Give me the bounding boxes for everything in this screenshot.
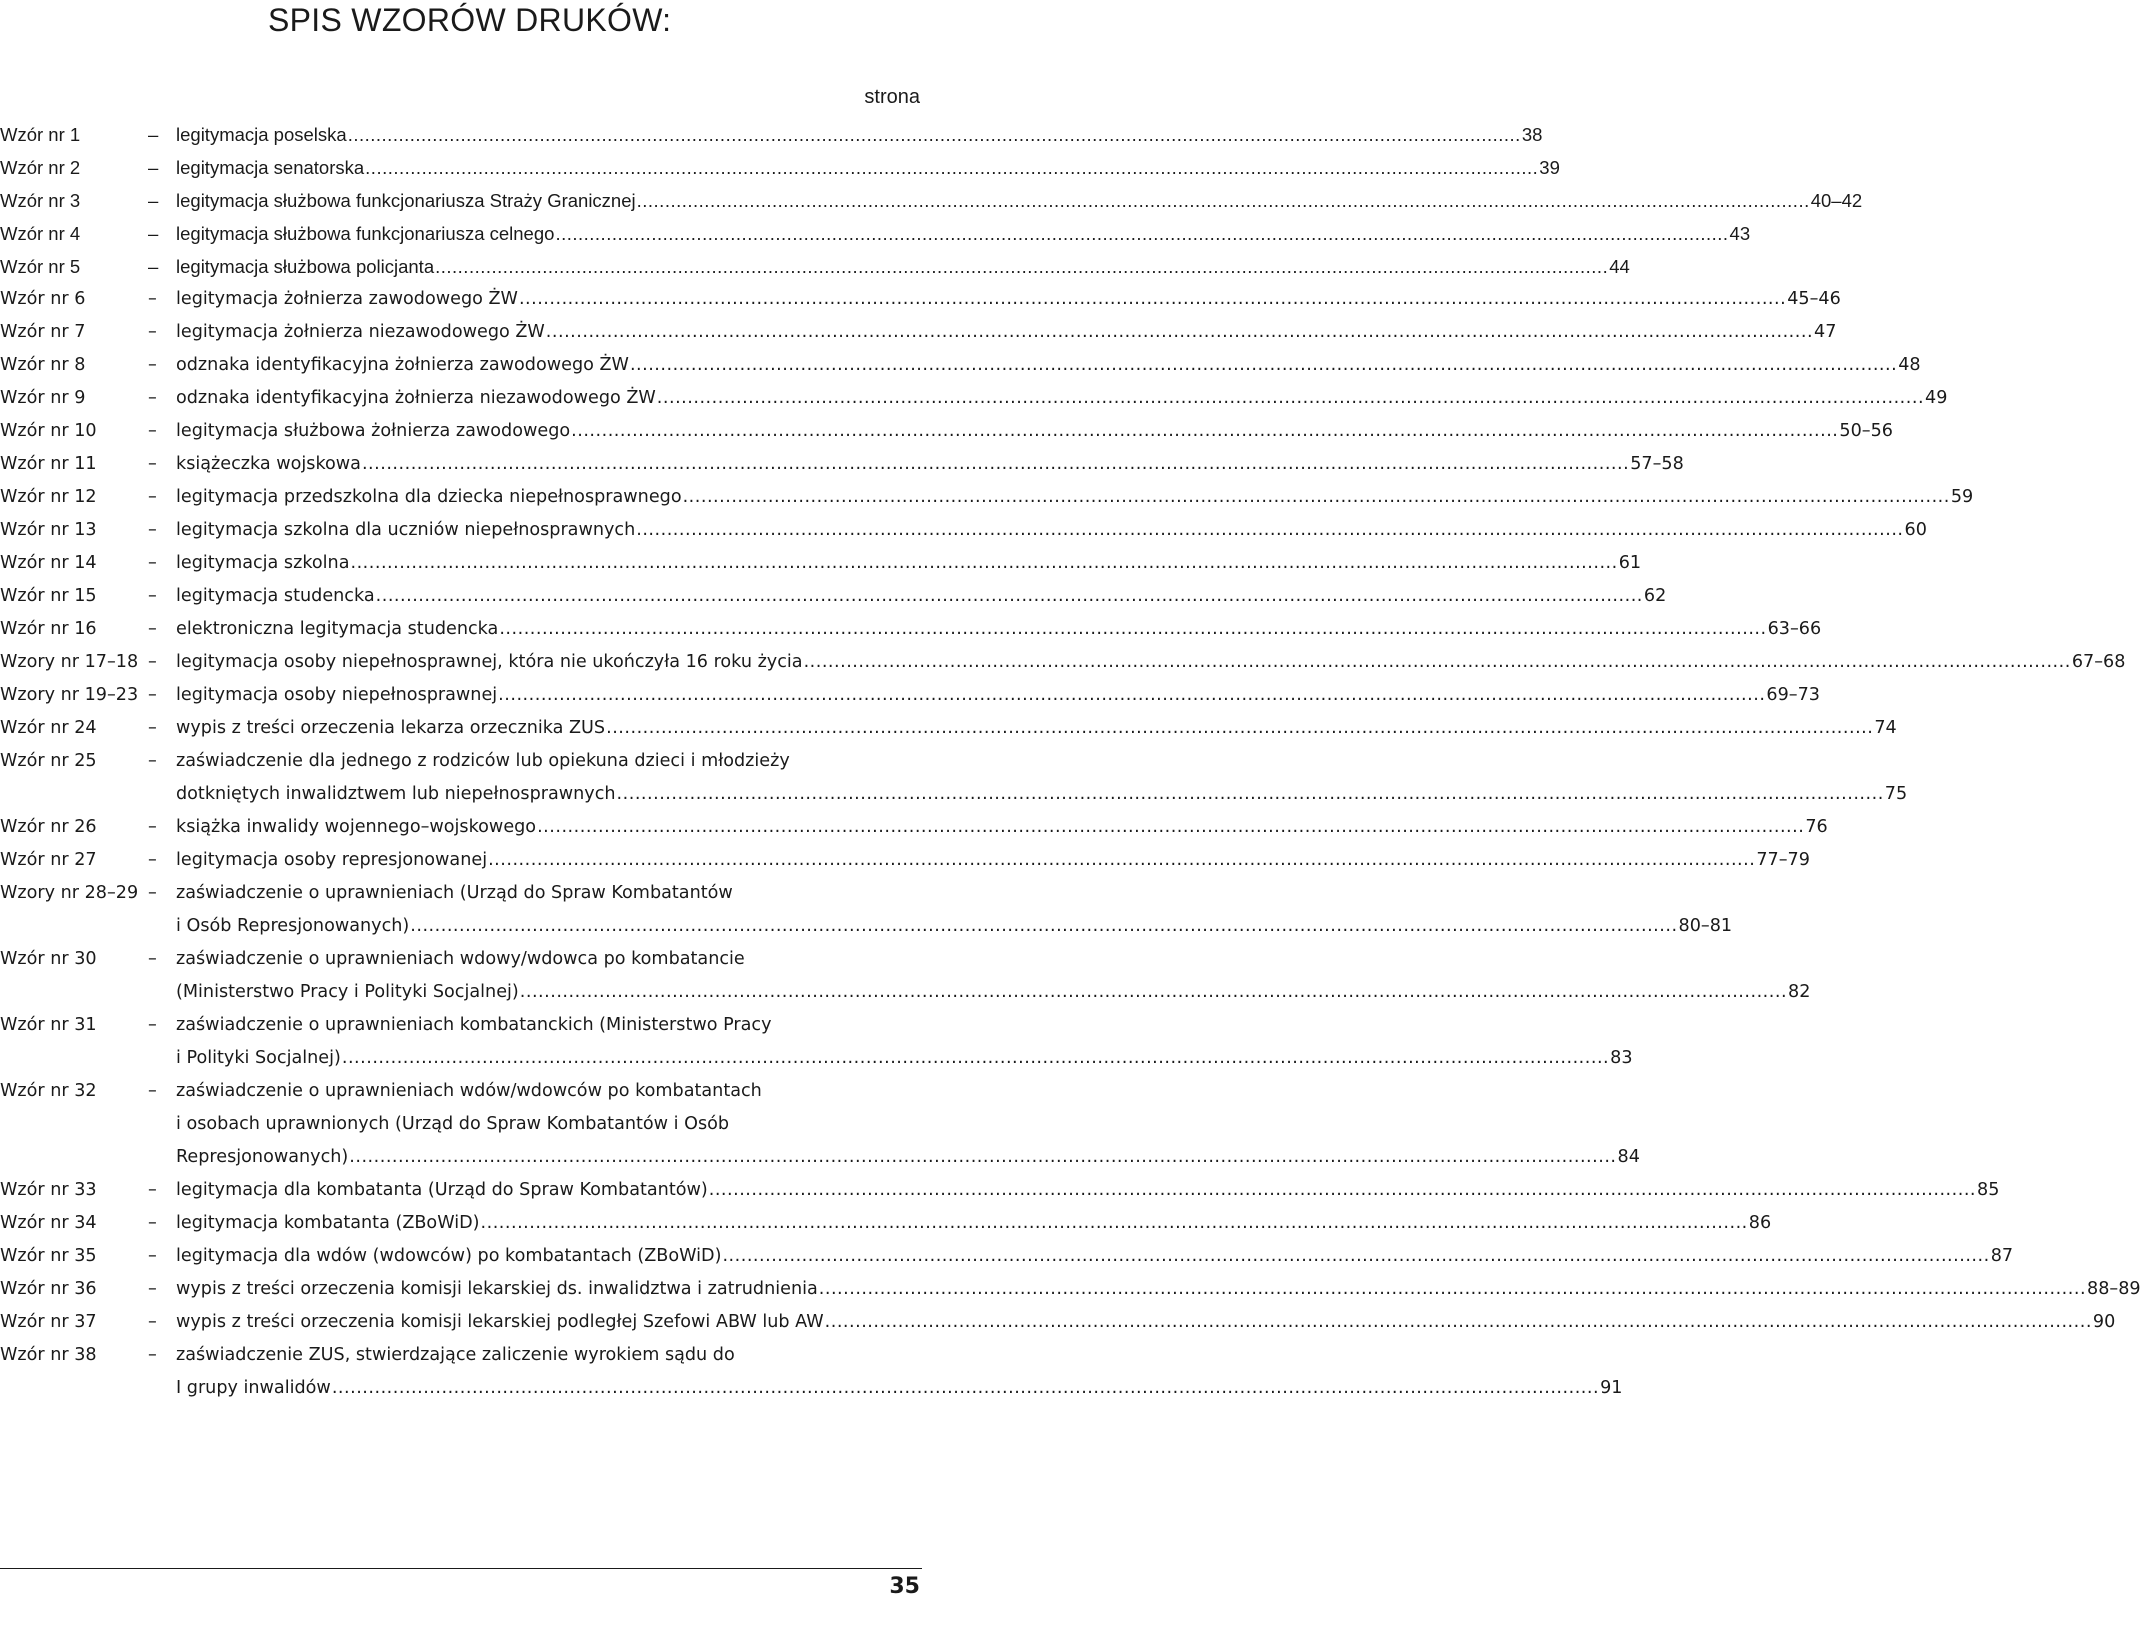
dash-separator: – [148, 487, 157, 507]
form-number-label: Wzór nr 3 [0, 190, 81, 211]
dot-leader [520, 976, 1787, 1009]
dot-leader [499, 613, 1766, 646]
description-line: legitymacja służbowa funkcjonariusza celnego [176, 223, 555, 244]
dash-separator: – [148, 817, 157, 837]
page-reference: 39 [1539, 157, 1560, 178]
toc-entry [0, 844, 1810, 877]
form-number-label: Wzór nr 13 [0, 520, 97, 540]
dash-separator: – [148, 1180, 157, 1200]
description-line: legitymacja dla wdów (wdowców) po kombatantach (ZBoWiD) [176, 1246, 722, 1266]
page-reference: 50–56 [1839, 421, 1893, 441]
dash-separator: – [148, 1312, 157, 1332]
form-number-label: Wzór nr 11 [0, 454, 97, 474]
form-description [176, 943, 1810, 1009]
page-reference: 43 [1729, 223, 1751, 244]
toc-entry [0, 118, 1543, 151]
dot-leader [636, 514, 1903, 547]
form-description [176, 382, 1947, 415]
dash-separator: – [148, 1015, 157, 1035]
form-description [176, 415, 1893, 448]
description-line: zaświadczenie o uprawnieniach wdowy/wdowca po kombatancie [176, 949, 745, 969]
form-description [176, 1273, 2141, 1306]
description-line: elektroniczna legitymacja studencka [176, 619, 499, 639]
page-reference: 61 [1618, 553, 1642, 573]
dot-leader [376, 580, 1643, 613]
dash-separator: – [148, 1081, 157, 1101]
form-number-label: Wzór nr 14 [0, 553, 97, 573]
toc-entry [0, 448, 1684, 481]
toc-entry [0, 184, 1863, 217]
dash-separator: – [148, 124, 159, 145]
form-number-label: Wzory nr 19–23 [0, 685, 139, 705]
description-line: legitymacja służbowa funkcjonariusza Straży Granicznej [176, 190, 636, 211]
form-number-label: Wzór nr 8 [0, 355, 86, 375]
dot-leader [819, 1273, 2086, 1306]
page-reference: 49 [1925, 388, 1948, 408]
form-number-label: Wzór nr 24 [0, 718, 97, 738]
page-reference: 60 [1904, 520, 1927, 540]
toc-entry [0, 613, 1822, 646]
dash-separator: – [148, 883, 157, 903]
dash-separator: – [148, 718, 157, 738]
dot-leader [519, 283, 1786, 316]
toc-entry [0, 745, 1908, 811]
form-number-label: Wzór nr 9 [0, 388, 86, 408]
form-description [176, 151, 1560, 184]
dot-leader [630, 349, 1897, 382]
toc-entry [0, 415, 1893, 448]
description-line: wypis z treści orzeczenia komisji lekarskiej podległej Szefowi ABW lub AW [176, 1312, 824, 1332]
description-line: legitymacja osoby represjonowanej [176, 850, 488, 870]
page-reference: 74 [1874, 718, 1897, 738]
form-description [176, 745, 1907, 811]
form-number-label: Wzór nr 36 [0, 1279, 97, 1299]
page-reference: 57–58 [1630, 454, 1684, 474]
page-reference: 62 [1643, 586, 1667, 606]
dash-separator: – [148, 388, 157, 408]
form-description [176, 283, 1841, 316]
dot-leader [410, 910, 1677, 943]
description-line: odznaka identyfikacyjna żołnierza niezawodowego ŻW [176, 388, 656, 408]
description-line: Represjonowanych) [176, 1147, 349, 1167]
toc-entry [0, 349, 1921, 382]
toc-entry [0, 283, 1841, 316]
dot-leader [365, 151, 1538, 184]
dash-separator: – [148, 520, 157, 540]
toc-entry [0, 514, 1927, 547]
dash-separator: – [148, 289, 157, 309]
form-description [176, 349, 1921, 382]
form-description [176, 217, 1750, 250]
form-number-label: Wzór nr 25 [0, 751, 97, 771]
page-reference: 88–89 [2087, 1279, 2141, 1299]
form-description [176, 1009, 1633, 1075]
description-line: zaświadczenie ZUS, stwierdzające zaliczenie wyrokiem sądu do [176, 1345, 735, 1365]
page-reference: 40–42 [1810, 190, 1863, 211]
dash-separator: – [148, 1213, 157, 1233]
description-line: (Ministerstwo Pracy i Polityki Socjalnej) [176, 982, 519, 1002]
dot-leader [709, 1174, 1976, 1207]
dot-leader [348, 118, 1521, 151]
toc-entry [0, 217, 1751, 250]
page-reference: 76 [1805, 817, 1828, 837]
dash-separator: – [148, 751, 157, 771]
description-line: książeczka wojskowa [176, 454, 361, 474]
page-number: 35 [889, 1574, 920, 1599]
page-reference: 80–81 [1678, 916, 1733, 936]
description-line: legitymacja kombatanta (ZBoWiD) [176, 1213, 480, 1233]
form-number-label: Wzór nr 7 [0, 322, 86, 342]
dash-separator: – [148, 421, 157, 441]
dot-leader [350, 547, 1617, 580]
dot-leader [683, 481, 1950, 514]
form-number-label: Wzór nr 35 [0, 1246, 97, 1266]
form-number-label: Wzór nr 12 [0, 487, 97, 507]
toc-entry [0, 877, 1733, 943]
description-line: zaświadczenie o uprawnieniach kombatanckich (Ministerstwo Pracy [176, 1015, 772, 1035]
dash-separator: – [148, 1246, 157, 1266]
form-number-label: Wzór nr 34 [0, 1213, 97, 1233]
toc-entry [0, 1009, 1633, 1075]
form-description [176, 547, 1641, 580]
form-description [176, 1339, 1622, 1405]
form-description [176, 844, 1810, 877]
dot-leader [825, 1306, 2092, 1339]
dash-separator: – [148, 685, 157, 705]
page-reference: 63–66 [1767, 619, 1822, 639]
form-description [176, 118, 1542, 151]
description-line: zaświadczenie o uprawnieniach wdów/wdowców po kombatantach [176, 1081, 762, 1101]
dash-separator: – [148, 355, 157, 375]
page-reference: 69–73 [1766, 685, 1820, 705]
description-line: i Polityki Socjalnej) [176, 1048, 341, 1068]
description-line: legitymacja osoby niepełnosprawnej [176, 685, 498, 705]
form-number-label: Wzór nr 26 [0, 817, 97, 837]
description-line: legitymacja przedszkolna dla dziecka niepełnosprawnego [176, 487, 682, 507]
form-number-label: Wzór nr 5 [0, 256, 81, 277]
dot-leader [332, 1372, 1599, 1405]
form-number-label: Wzór nr 37 [0, 1312, 97, 1332]
dot-leader [657, 382, 1924, 415]
dot-leader [488, 844, 1755, 877]
form-description [176, 580, 1666, 613]
description-line: odznaka identyfikacyjna żołnierza zawodowego ŻW [176, 355, 629, 375]
page-reference: 48 [1898, 355, 1921, 375]
form-number-label: Wzór nr 1 [0, 124, 81, 145]
page-reference: 91 [1600, 1378, 1623, 1398]
form-description [176, 613, 1821, 646]
form-number-label: Wzór nr 31 [0, 1015, 97, 1035]
toc-entry [0, 811, 1828, 844]
toc-entry [0, 151, 1560, 184]
toc-entry [0, 250, 1630, 283]
dot-leader [435, 250, 1608, 283]
description-line: legitymacja żołnierza niezawodowego ŻW [176, 322, 545, 342]
page-reference: 90 [2092, 1312, 2116, 1332]
dash-separator: – [148, 1279, 157, 1299]
dot-leader [606, 712, 1873, 745]
form-number-label: Wzór nr 2 [0, 157, 81, 178]
description-line: legitymacja senatorska [176, 157, 365, 178]
form-description [176, 679, 1820, 712]
toc-entry [0, 1075, 1640, 1174]
page-reference: 86 [1748, 1213, 1772, 1233]
page-reference: 75 [1884, 784, 1908, 804]
description-line: zaświadczenie o uprawnieniach (Urząd do Spraw Kombatantów [176, 883, 733, 903]
page-reference: 44 [1609, 256, 1630, 277]
form-number-label: Wzór nr 10 [0, 421, 97, 441]
form-number-label: Wzór nr 30 [0, 949, 97, 969]
form-number-label: Wzór nr 32 [0, 1081, 97, 1101]
toc-entry [0, 1339, 1623, 1405]
description-line: i Osób Represjonowanych) [176, 916, 410, 936]
dot-leader [342, 1042, 1609, 1075]
form-number-label: Wzór nr 33 [0, 1180, 97, 1200]
description-line: wypis z treści orzeczenia lekarza orzecznika ZUS [176, 718, 606, 738]
description-line: legitymacja dla kombatanta (Urząd do Spraw Kombatantów) [176, 1180, 708, 1200]
form-number-label: Wzory nr 17–18 [0, 652, 139, 672]
toc-entry [0, 1240, 2014, 1273]
description-line: legitymacja osoby niepełnosprawnej, która nie ukończyła 16 roku życia [176, 652, 803, 672]
forms-table-of-contents [0, 118, 2141, 1405]
description-line: legitymacja szkolna dla uczniów niepełnosprawnych [176, 520, 636, 540]
description-line: legitymacja studencka [176, 586, 375, 606]
dash-separator: – [148, 619, 157, 639]
description-line: zaświadczenie dla jednego z rodziców lub opiekuna dzieci i młodzieży [176, 751, 790, 771]
form-description [176, 1075, 1640, 1174]
form-description [176, 514, 1927, 547]
toc-entry [0, 580, 1667, 613]
page-reference: 84 [1617, 1147, 1640, 1167]
form-description [176, 481, 1973, 514]
form-description [176, 877, 1732, 943]
dot-leader [722, 1240, 1989, 1273]
page-reference: 82 [1788, 982, 1811, 1002]
dash-separator: – [148, 949, 157, 969]
dot-leader [349, 1141, 1616, 1174]
dot-leader [617, 778, 1884, 811]
form-description [176, 316, 1836, 349]
dot-leader [362, 448, 1629, 481]
dot-leader [571, 415, 1838, 448]
description-line: i osobach uprawnionych (Urząd do Spraw Kombatantów i Osób [176, 1114, 730, 1134]
dash-separator: – [148, 454, 157, 474]
dot-leader [537, 811, 1804, 844]
toc-entry [0, 1306, 2116, 1339]
page-reference: 67–68 [2071, 652, 2126, 672]
dash-separator: – [148, 256, 159, 277]
toc-entry [0, 382, 1948, 415]
page-reference: 85 [1977, 1180, 2000, 1200]
page-reference: 59 [1950, 487, 1974, 507]
description-line: legitymacja służbowa policjanta [176, 256, 435, 277]
dash-separator: – [148, 652, 157, 672]
toc-entry [0, 679, 1820, 712]
form-description [176, 448, 1684, 481]
description-line: legitymacja służbowa żołnierza zawodowego [176, 421, 571, 441]
form-description [176, 250, 1630, 283]
dash-separator: – [148, 190, 159, 211]
dash-separator: – [148, 850, 157, 870]
form-description [176, 1174, 1999, 1207]
form-description [176, 712, 1897, 745]
form-description [176, 646, 2125, 679]
description-line: legitymacja szkolna [176, 553, 350, 573]
page-reference: 45–46 [1787, 289, 1841, 309]
dot-leader [481, 1207, 1748, 1240]
footer-divider [0, 1568, 922, 1569]
page-reference: 77–79 [1756, 850, 1810, 870]
toc-entry [0, 712, 1897, 745]
dot-leader [498, 679, 1765, 712]
form-description [176, 1207, 1771, 1240]
toc-entry [0, 547, 1642, 580]
form-number-label: Wzór nr 6 [0, 289, 86, 309]
form-number-label: Wzór nr 4 [0, 223, 81, 244]
form-number-label: Wzory nr 28–29 [0, 883, 139, 903]
dash-separator: – [148, 586, 157, 606]
description-line: książka inwalidy wojennego–wojskowego [176, 817, 537, 837]
form-description [176, 811, 1828, 844]
description-line: legitymacja poselska [176, 124, 347, 145]
page-column-label: strona [864, 86, 920, 108]
toc-entry [0, 481, 1974, 514]
dash-separator: – [148, 322, 157, 342]
form-description [176, 1306, 2115, 1339]
description-line: dotkniętych inwalidztwem lub niepełnosprawnych [176, 784, 616, 804]
page-title: SPIS WZORÓW DRUKÓW: [268, 2, 672, 38]
toc-entry [0, 1207, 1772, 1240]
toc-entry [0, 646, 2126, 679]
page-reference: 38 [1521, 124, 1543, 145]
form-number-label: Wzór nr 27 [0, 850, 97, 870]
form-number-label: Wzór nr 16 [0, 619, 97, 639]
dot-leader [555, 217, 1728, 250]
page-reference: 47 [1814, 322, 1837, 342]
page-reference: 83 [1610, 1048, 1633, 1068]
dash-separator: – [148, 1345, 157, 1365]
form-number-label: Wzór nr 38 [0, 1345, 97, 1365]
dot-leader [804, 646, 2071, 679]
page-reference: 87 [1990, 1246, 2014, 1266]
dash-separator: – [148, 223, 159, 244]
dot-leader [546, 316, 1813, 349]
toc-entry [0, 316, 1837, 349]
toc-entry [0, 1174, 2000, 1207]
description-line: legitymacja żołnierza zawodowego ŻW [176, 289, 518, 309]
form-description [176, 184, 1862, 217]
description-line: wypis z treści orzeczenia komisji lekarskiej ds. inwalidztwa i zatrudnienia [176, 1279, 818, 1299]
description-line: I grupy inwalidów [176, 1378, 331, 1398]
form-description [176, 1240, 2013, 1273]
form-number-label: Wzór nr 15 [0, 586, 97, 606]
toc-entry [0, 1273, 2141, 1306]
toc-entry [0, 943, 1811, 1009]
dash-separator: – [148, 553, 157, 573]
dot-leader [637, 184, 1810, 217]
dash-separator: – [148, 157, 159, 178]
